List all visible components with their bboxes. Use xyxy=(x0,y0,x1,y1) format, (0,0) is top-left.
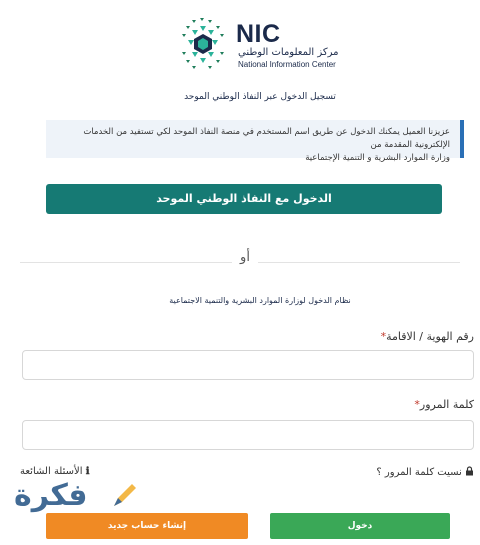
id-required-mark: * xyxy=(380,330,387,343)
faq-text: الأسئلة الشائعة xyxy=(20,466,83,477)
nic-logo xyxy=(178,18,348,74)
register-button[interactable]: إنشاء حساب جديد xyxy=(46,513,248,539)
forgot-password-link[interactable] xyxy=(376,466,474,478)
id-input[interactable] xyxy=(22,350,474,380)
faq-link[interactable] xyxy=(20,466,90,477)
id-label-text: رقم الهوية / الاقامة xyxy=(386,330,474,343)
notice-line-2: وزارة الموارد البشرية و التنمية الإجتماعية xyxy=(305,153,450,163)
system-title: نظام الدخول لوزارة الموارد البشرية والتنمية الاجتماعية xyxy=(169,296,351,305)
logo-english-name: National Information Center xyxy=(238,60,336,69)
lock-icon xyxy=(465,466,474,476)
info-icon: ℹ xyxy=(85,466,90,477)
password-input[interactable] xyxy=(22,420,474,450)
login-button[interactable]: دخول xyxy=(270,513,450,539)
password-required-mark: * xyxy=(414,398,420,411)
id-field-label xyxy=(381,330,474,343)
page-subtitle: تسجيل الدخول عبر النفاذ الوطني الموحد xyxy=(184,92,336,102)
logo-arabic-name: مركز المعلومات الوطني xyxy=(238,47,339,58)
pencil-icon xyxy=(110,480,140,510)
notice-line-1: عزيزنا العميل يمكنك الدخول عن طريق اسم المستخدم في منصة النفاذ الموحد لكي تستفيد من الخدمات الإلكترونية المقدمة من xyxy=(83,127,450,150)
notice-box xyxy=(46,120,464,163)
divider-or-text: أو xyxy=(232,250,258,265)
forgot-password-text: نسيت كلمة المرور ؟ xyxy=(376,467,462,478)
sso-login-button[interactable]: الدخول مع النفاذ الوطني الموحد xyxy=(46,184,442,214)
watermark-text: فكرة xyxy=(14,478,88,513)
nic-logo-mark-icon xyxy=(178,18,228,74)
password-label-text: كلمة المرور xyxy=(419,398,474,411)
password-field-label xyxy=(414,398,474,411)
logo-brand: NIC xyxy=(236,20,281,48)
